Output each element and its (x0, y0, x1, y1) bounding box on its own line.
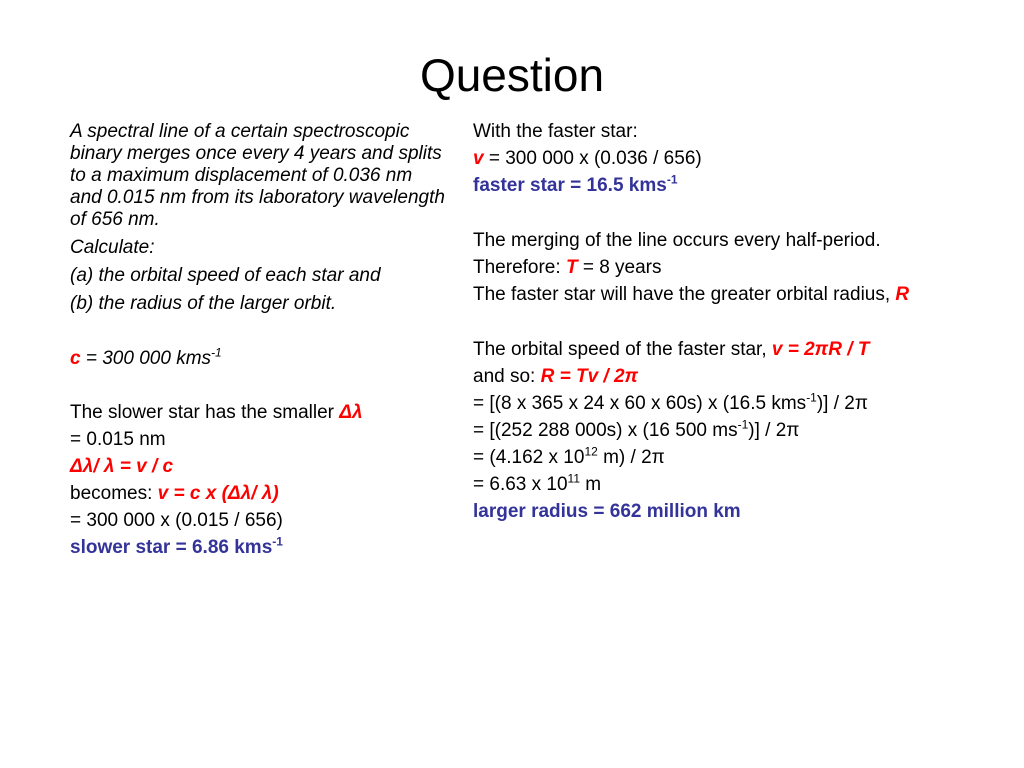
slide-title: Question (419, 49, 605, 101)
calc-line-3-b: m) / 2π (597, 447, 665, 468)
calc-line-2-b: )] / 2π (748, 420, 800, 441)
therefore-line (473, 257, 993, 279)
and-so-line (473, 366, 993, 388)
slower-displacement: = 0.015 nm (70, 429, 166, 450)
slower-calculation: = 300 000 x (0.015 / 656) (70, 510, 283, 531)
calc-line-4-b: m (580, 474, 602, 495)
slower-result-exponent: -1 (272, 534, 283, 549)
slower-text: The slower star has the smaller (70, 402, 340, 423)
right-column (473, 121, 993, 523)
therefore-label: Therefore: (473, 257, 566, 278)
faster-intro: With the faster star: (473, 121, 638, 142)
T-symbol: T (565, 257, 578, 278)
larger-radius-result: larger radius = 662 million km (473, 501, 741, 522)
slower-star-result (70, 534, 450, 559)
faster-result-exponent: -1 (666, 172, 678, 187)
calc-line-2-a: = [(252 288 000s) x (16 500 ms (473, 420, 738, 441)
calculate-label: Calculate: (70, 237, 155, 258)
becomes-formula: v = c x (Δλ/ λ) (157, 483, 279, 504)
c-symbol: c (70, 348, 81, 369)
and-so-label: and so: (473, 366, 541, 387)
slower-result-text: slower star = 6.86 kms (70, 537, 273, 558)
part-b: (b) the radius of the larger orbit. (70, 293, 337, 314)
merge-text: The merging of the line occurs every half-period. (473, 230, 881, 251)
calc-line-2 (473, 417, 993, 442)
c-value-line (70, 345, 450, 370)
calc-line-3-exponent: 12 (584, 444, 598, 459)
calc-line-3-a: = (4.162 x 10 (473, 447, 585, 468)
left-column (70, 121, 450, 559)
becomes-label: becomes: (70, 483, 158, 504)
calc-line-1 (473, 390, 993, 415)
c-value: = 300 000 kms (80, 348, 212, 369)
R-symbol: R (895, 284, 910, 305)
calc-line-1-a: = [(8 x 365 x 24 x 60 x 60s) x (16.5 kms (473, 393, 807, 414)
slower-star-line (70, 402, 450, 424)
problem-statement: A spectral line of a certain spectroscopic binary merges once every 4 years and splits to a maximum displacement of 0.036 nm and 0.015 nm from its laboratory wavelength of 656 nm. (70, 121, 445, 230)
calc-line-4-exponent: 11 (567, 471, 581, 486)
v-symbol: v (473, 148, 484, 169)
calc-line-2-exponent: -1 (737, 417, 749, 432)
c-exponent: -1 (211, 345, 222, 360)
speed-text: The orbital speed of the faster star, (473, 339, 772, 360)
faster-star-result (473, 172, 993, 197)
v-calculation: = 300 000 x (0.036 / 656) (483, 148, 702, 169)
calc-line-3 (473, 444, 993, 469)
therefore-value: = 8 years (577, 257, 662, 278)
orbital-speed-line (473, 339, 993, 361)
greater-orbit-line (473, 284, 913, 306)
faster-calc-line (473, 148, 993, 170)
calc-line-4 (473, 471, 993, 496)
faster-result-text: faster star = 16.5 kms (473, 175, 667, 196)
delta-lambda-symbol: Δλ (339, 402, 363, 423)
greater-text: The faster star will have the greater orbital radius, (473, 284, 896, 305)
becomes-line (70, 483, 450, 505)
doppler-formula: Δλ/ λ = v / c (70, 456, 174, 477)
calc-line-4-a: = 6.63 x 10 (473, 474, 568, 495)
speed-formula: v = 2πR / T (771, 339, 870, 360)
calc-line-1-b: )] / 2π (816, 393, 868, 414)
radius-formula: R = Tv / 2π (540, 366, 639, 387)
part-a: (a) the orbital speed of each star and (70, 265, 381, 286)
calc-line-1-exponent: -1 (806, 390, 817, 405)
